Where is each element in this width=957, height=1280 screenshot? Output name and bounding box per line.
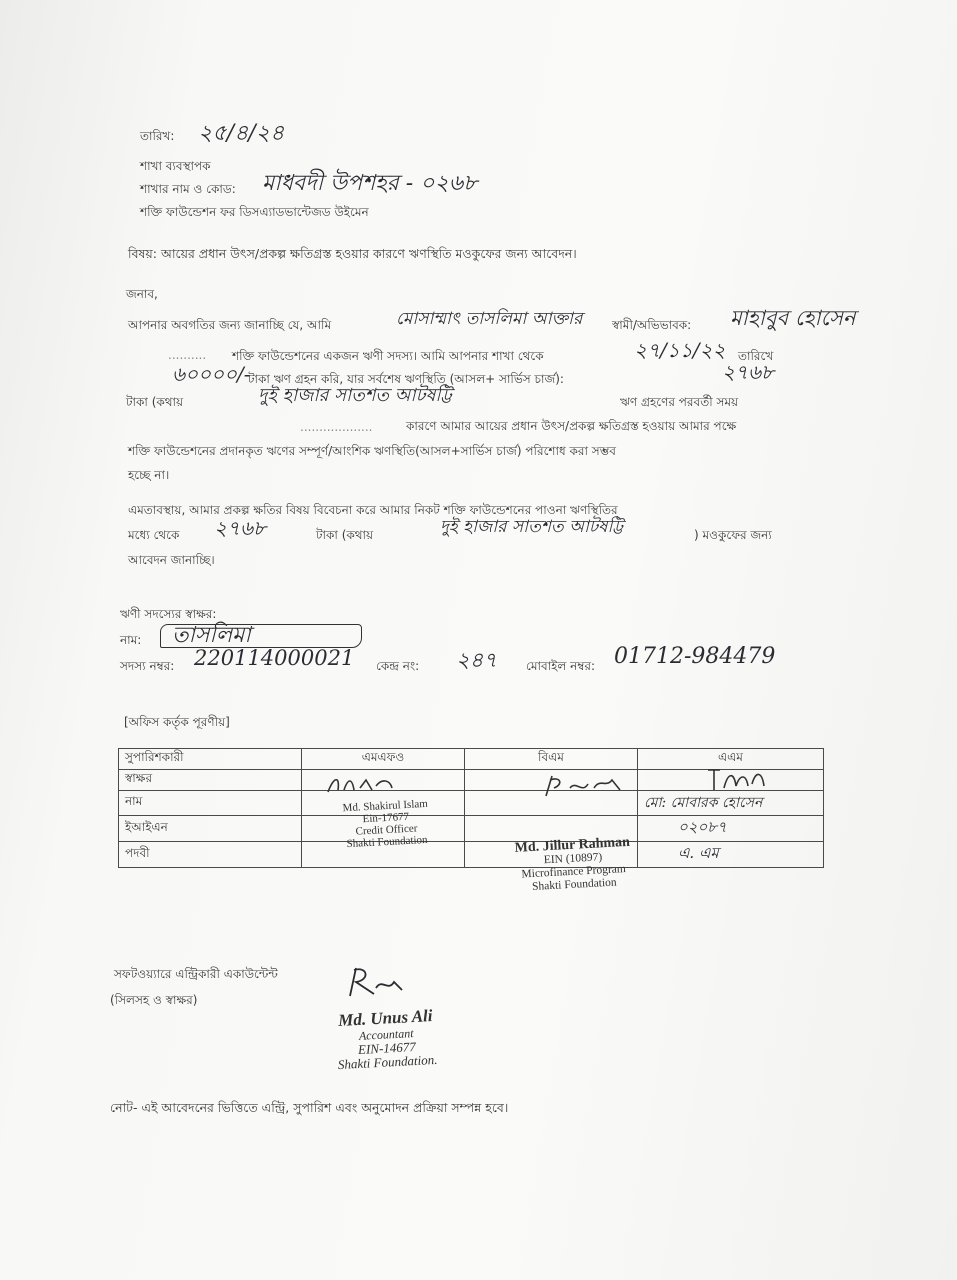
body-l2-b: তারিখে [738, 349, 774, 363]
acc-stamp-name: Md. Unus Ali [337, 1006, 433, 1030]
body-l4-b: ঋণ গ্রহণের পরবর্তী সময় [620, 395, 739, 409]
body-p2-l1: এমতাবস্থায়, আমার প্রকল্প ক্ষতির বিষয় বিবেচনা করে আমার নিকট শক্তি ফাউন্ডেশনের পাওনা ঋণস্থিতির [128, 503, 618, 517]
member-id-label: সদস্য নম্বর: [120, 659, 175, 673]
acc-stamp-ein: EIN-14677 [357, 1038, 417, 1057]
dots-2: ................... [300, 420, 373, 434]
accountant-stamp [300, 1005, 473, 1074]
guardian-value: মাহাবুব হোসেন [730, 306, 856, 330]
member-name-label: নাম: [120, 633, 142, 647]
applicant-name-value: মোসাম্মাৎ তাসলিমা আক্তার [396, 309, 583, 329]
mfo-stamp-title: Credit Officer [355, 822, 418, 838]
body-p2-l2-a: মধ্যে থেকে [128, 528, 180, 542]
member-sig-label: ঋণী সদস্যের স্বাক্ষর: [120, 607, 217, 621]
body-l4-a: টাকা (কথায় [126, 395, 184, 409]
row-label: পদবী [119, 842, 302, 868]
balance-value: ২৭৬৮ [722, 360, 774, 384]
loan-amount-value: ৬০০০০/- [172, 362, 251, 386]
acc-stamp-org: Shakti Foundation. [337, 1052, 438, 1073]
subject-line: বিষয়: আয়ের প্রধান উৎস/প্রকল্প ক্ষতিগ্রস্ত হওয়ার কারণে ঋণস্থিতি মওকুফের জন্য আবেদন। [128, 246, 577, 261]
table-row [119, 842, 824, 868]
table-header: বিএম [465, 749, 638, 770]
member-name-scribble-box [160, 624, 362, 648]
body-l2-a: শক্তি ফাউন্ডেশনের একজন ঋণী সদস্য। আমি আপনার শাখা থেকে [232, 349, 544, 363]
row-label: ইআইএন [119, 816, 302, 842]
acc-stamp-title: Accountant [358, 1025, 414, 1043]
entry-label: সফটওয়্যারে এন্ট্রিকারী একাউন্টেন্ট [114, 967, 278, 981]
office-section-label: [অফিস কর্তৃক পূরণীয়] [124, 715, 230, 729]
footer-note: নোট- এই আবেদনের ভিত্তিতে এন্ট্রি, সুপারিশ এবং অনুমোদন প্রক্রিয়া সম্পন্ন হবে। [110, 1100, 509, 1115]
mfo-stamp-ein: Ein-17677 [362, 810, 410, 826]
accountant-signature [340, 962, 410, 1002]
am-name-value: মো: মোবারক হোসেন [638, 791, 824, 816]
mfo-stamp-name: Md. Shakirul Islam [342, 797, 429, 815]
bm-stamp-name: Md. Jillur Rahman [514, 834, 631, 856]
body-l6: শক্তি ফাউন্ডেশনের প্রদানকৃত ঋণের সম্পূর্ণ/আংশিক ঋণস্থিতি(আসল+সার্ভিস চার্জ) পরিশোধ করা সম্ভব [128, 444, 616, 458]
am-ein-value: ০২০৮৭ [638, 816, 824, 842]
table-header: এমএফও [302, 749, 465, 770]
member-id-value: 220114000021 [194, 646, 355, 670]
center-value: ২৪৭ [456, 648, 497, 672]
mfo-signature [320, 770, 400, 800]
body-p2-l2-b: টাকা (কথায় [316, 528, 374, 542]
body-l7: হচ্ছে না। [128, 468, 170, 482]
mobile-value: 01712-984479 [614, 644, 776, 669]
entry-sub-label: (সিলসহ ও স্বাক্ষর) [110, 993, 198, 1007]
center-label: কেন্দ্র নং: [376, 659, 420, 673]
branch-value: মাধবদী উপশহর - ০২৬৮ [262, 171, 478, 196]
body-l1-a: আপনার অবগতির জন্য জানাচ্ছি যে, আমি [128, 318, 332, 332]
branch-manager-label: শাখা ব্যবস্থাপক [140, 159, 211, 173]
row-label: স্বাক্ষর [119, 770, 302, 791]
table-header: সুপারিশকারী [119, 749, 302, 770]
member-name-value: তাসলিমা [172, 623, 251, 648]
bm-signature [540, 770, 630, 802]
balance-words-value: দুই হাজার সাতশত আটষট্টি [258, 385, 452, 406]
row-label: নাম [119, 791, 302, 816]
bm-stamp-org: Shakti Foundation [531, 876, 617, 893]
dots-1: .......... [168, 348, 207, 362]
bm-stamp-ein: EIN (10897) [543, 851, 603, 867]
bm-stamp-title: Microfinance Program [521, 863, 627, 881]
org-name: শক্তি ফাউন্ডেশন ফর ডিসএ্যাডভান্টেজড উইমেন [140, 205, 369, 219]
mobile-label: মোবাইল নম্বর: [526, 659, 596, 673]
am-designation-value: এ. এম [638, 842, 824, 868]
waive-words-value: দুই হাজার সাতশত আটষট্টি [440, 517, 624, 537]
loan-date-value: ২৭/১১/২২ [634, 338, 726, 362]
table-header: এএম [638, 749, 824, 770]
table-row [119, 791, 824, 816]
table-row [119, 816, 824, 842]
body-p2-l2-c: ) মওকুফের জন্য [694, 528, 772, 542]
body-l1-b: স্বামী/অভিভাবক: [612, 318, 692, 332]
waive-amount-value: ২৭৬৮ [214, 516, 266, 540]
date-value: ২৫/৪/২৪ [198, 121, 285, 146]
body-p2-l3: আবেদন জানাচ্ছি। [128, 553, 215, 567]
bm-stamp [492, 834, 655, 896]
mfo-stamp-org: Shakti Foundation [346, 834, 428, 851]
salutation: জনাব, [126, 287, 158, 301]
body-l3-a: টাকা ঋণ গ্রহন করি, যার সর্বশেষ ঋণস্থিতি (আসল+ সার্ভিস চার্জ): [248, 372, 564, 386]
date-label: তারিখ: [140, 129, 175, 143]
body-l5: কারণে আমার আয়ের প্রধান উৎস/প্রকল্প ক্ষতিগ্রস্ত হওয়ায় আমার পক্ষে [406, 419, 737, 433]
branch-label: শাখার নাম ও কোড: [140, 182, 236, 196]
am-signature [700, 764, 770, 794]
mfo-stamp [310, 796, 462, 852]
